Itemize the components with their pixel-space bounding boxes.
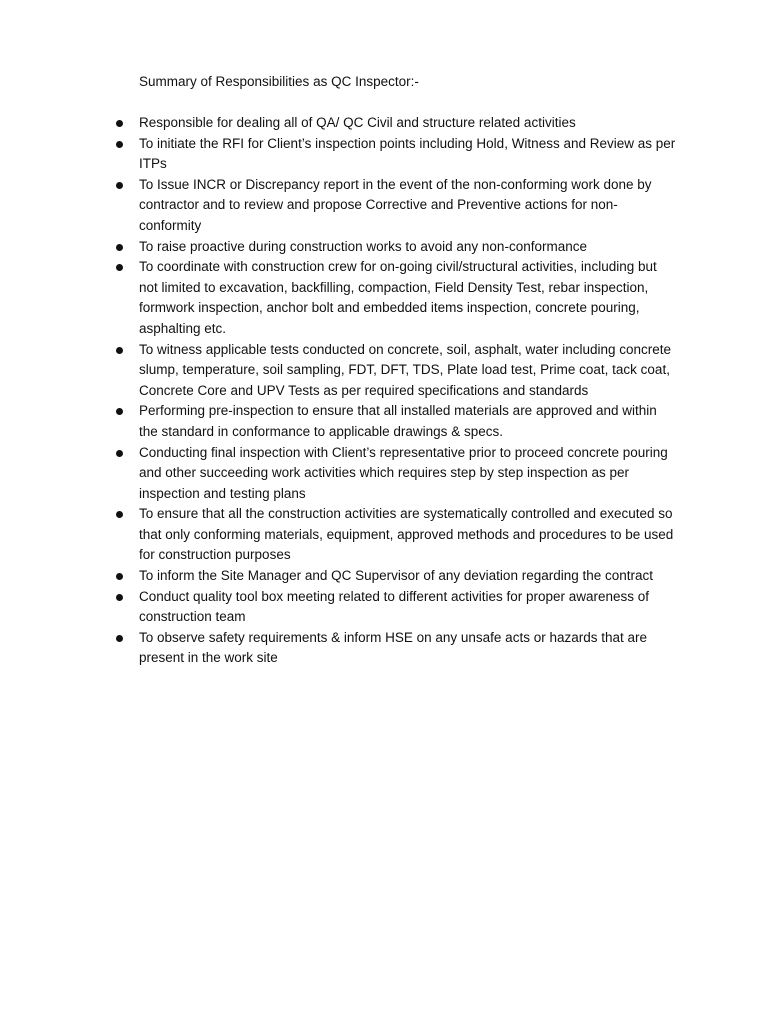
list-item [0,340,679,402]
list-item-text: Responsible for dealing all of QA/ QC Civil and structure related activities [139,115,576,130]
list-item [0,401,679,442]
list-item-text: Conducting final inspection with Client’s representative prior to proceed concrete pouring and other succeeding work activities which requires step by step inspection as per inspection and testing plans [139,444,668,501]
list-item-text: To initiate the RFI for Client’s inspection points including Hold, Witness and Review as per ITPs [139,135,676,172]
list-item [0,113,679,134]
section-heading: Summary of Responsibilities as QC Inspector:- [139,74,419,89]
list-item-text: Performing pre-inspection to ensure that all installed materials are approved and within the standard in conformance to applicable drawings & specs. [139,403,657,439]
list-item [0,237,679,258]
list-item-text: To inform the Site Manager and QC Supervisor of any deviation regarding the contract [139,568,654,584]
list-item [0,504,679,566]
bullet-icon [116,450,123,457]
list-item-text: To witness applicable tests conducted on concrete, soil, asphalt, water including concrete slump, temperature, soil sampling, FDT, DFT, TDS, Plate load test, Prime coat, tack coat, Concrete Core and UPV Tests as per required specifications and standards [139,341,672,398]
list-item [0,566,679,587]
list-item [0,587,679,628]
responsibilities-list [0,113,768,669]
list-item-text: To raise proactive during construction works to avoid any non-conformance [139,238,587,254]
bullet-icon [116,264,123,271]
bullet-icon [116,511,123,518]
list-item [0,628,679,669]
list-item-text: Conduct quality tool box meeting related to different activities for proper awareness of construction team [139,588,650,625]
list-item-text: To coordinate with construction crew for on-going civil/structural activities, including but not limited to excavation, backfilling, compaction, Field Density Test, rebar inspection, formwork inspection, anchor bolt and embedded items inspection, concrete pouring, asphalting etc. [139,259,657,336]
list-item-text: To observe safety requirements & inform HSE on any unsafe acts or hazards that are present in the work site [139,629,648,666]
bullet-icon [116,635,123,642]
list-item [0,134,679,175]
list-item [0,257,679,339]
list-item-text: To ensure that all the construction activities are systematically controlled and executed so that only conforming materials, equipment, approved methods and procedures to be used for construction purposes [139,506,674,563]
list-item [0,443,679,505]
bullet-icon [116,408,123,415]
list-item-text: To Issue INCR or Discrepancy report in the event of the non-conforming work done by contractor and to review and propose Corrective and Preventive actions for non-conformity [139,176,652,233]
list-item [0,175,679,237]
bullet-icon [116,573,123,580]
bullet-icon [116,141,123,148]
bullet-icon [116,244,123,251]
bullet-icon [116,182,123,189]
bullet-icon [116,347,123,354]
bullet-icon [116,120,123,127]
bullet-icon [116,594,123,601]
